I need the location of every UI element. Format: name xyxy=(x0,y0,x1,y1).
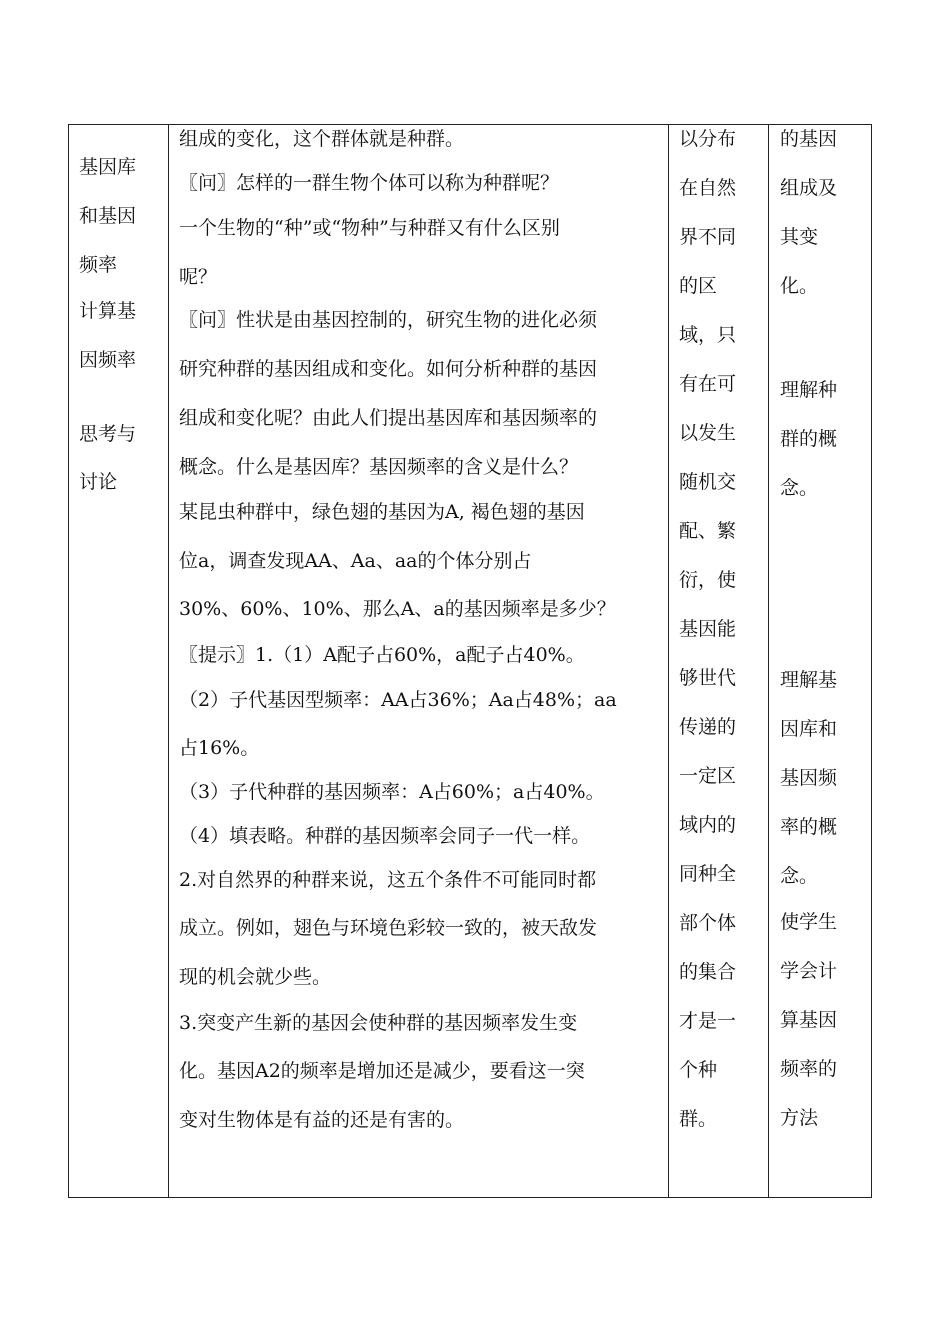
objective-line: 使学生 xyxy=(780,911,838,933)
objective-line: 化。 xyxy=(780,275,819,297)
explanation-line: 的区 xyxy=(679,275,718,297)
explanation-line: 传递的 xyxy=(679,716,737,738)
column-divider xyxy=(168,125,169,1197)
objective-line: 念。 xyxy=(780,865,819,887)
explanation-line: 基因能 xyxy=(679,618,737,640)
content-line: 某昆虫种群中，绿色翅的基因为A, 褐色翅的基因 xyxy=(179,501,585,523)
explanation-line: 域内的 xyxy=(679,814,737,836)
content-line: 〖提示〗1.（1）A配子占60%，a配子占40%。 xyxy=(179,644,585,666)
content-line: 呢？ xyxy=(179,266,218,288)
explanation-line: 随机交 xyxy=(679,471,737,493)
content-line: 组成和变化呢？由此人们提出基因库和基因频率的 xyxy=(179,407,598,429)
section-label: 基因库 xyxy=(79,156,137,178)
objective-line: 方法 xyxy=(780,1107,819,1129)
explanation-line: 以发生 xyxy=(679,422,737,444)
section-label: 计算基 xyxy=(79,300,137,322)
explanation-line: 界不同 xyxy=(679,226,737,248)
objective-line: 组成及 xyxy=(780,177,838,199)
explanation-line: 一定区 xyxy=(679,765,737,787)
objective-line: 算基因 xyxy=(780,1009,838,1031)
section-label: 思考与 xyxy=(79,423,137,445)
section-label: 因频率 xyxy=(79,349,137,371)
content-line: （4）填表略。种群的基因频率会同子一代一样。 xyxy=(179,825,591,847)
content-line: 30%、60%、10%、那么A、a的基因频率是多少？ xyxy=(179,598,616,620)
content-line: 位a，调查发现AA、Aa、aa的个体分别占 xyxy=(179,550,532,572)
content-line: 占16%。 xyxy=(179,737,260,759)
content-line: 一个生物的“种”或“物种”与种群又有什么区别 xyxy=(179,217,560,239)
content-line: 变对生物体是有益的还是有害的。 xyxy=(179,1109,465,1131)
content-line: 化。基因A2的频率是增加还是减少，要看这一突 xyxy=(179,1060,585,1082)
explanation-line: 才是一 xyxy=(679,1010,737,1032)
content-line: 组成的变化，这个群体就是种群。 xyxy=(179,128,465,150)
objective-line: 率的概 xyxy=(780,816,838,838)
explanation-line: 配、繁 xyxy=(679,520,737,542)
section-label: 和基因 xyxy=(79,205,137,227)
explanation-line: 以分布 xyxy=(679,128,737,150)
objective-line: 理解基 xyxy=(780,669,838,691)
content-line: 〖问〗怎样的一群生物个体可以称为种群呢？ xyxy=(179,172,560,194)
content-line: 概念。什么是基因库？基因频率的含义是什么？ xyxy=(179,456,579,478)
content-line: 2.对自然界的种群来说，这五个条件不可能同时都 xyxy=(179,869,597,891)
explanation-line: 群。 xyxy=(679,1108,718,1130)
column-divider xyxy=(768,125,769,1197)
explanation-line: 部个体 xyxy=(679,912,737,934)
column-divider xyxy=(668,125,669,1197)
explanation-line: 衍，使 xyxy=(679,569,737,591)
objective-line: 基因频 xyxy=(780,767,838,789)
content-line: 研究种群的基因组成和变化。如何分析种群的基因 xyxy=(179,358,598,380)
explanation-line: 够世代 xyxy=(679,667,737,689)
content-line: 成立。例如，翅色与环境色彩较一致的，被天敌发 xyxy=(179,917,598,939)
objective-line: 因库和 xyxy=(780,718,838,740)
content-line: 3.突变产生新的基因会使种群的基因频率发生变 xyxy=(179,1012,578,1034)
lesson-table xyxy=(68,124,872,1198)
content-line: 〖问〗性状是由基因控制的，研究生物的进化必须 xyxy=(179,309,598,331)
explanation-line: 个种 xyxy=(679,1059,718,1081)
content-line: 现的机会就少些。 xyxy=(179,966,332,988)
objective-line: 理解种 xyxy=(780,379,838,401)
section-label: 讨论 xyxy=(79,471,118,493)
objective-line: 念。 xyxy=(780,477,819,499)
objective-line: 频率的 xyxy=(780,1058,838,1080)
objective-line: 群的概 xyxy=(780,428,838,450)
explanation-line: 有在可 xyxy=(679,373,737,395)
objective-line: 学会计 xyxy=(780,960,838,982)
explanation-line: 同种全 xyxy=(679,863,737,885)
objective-line: 的基因 xyxy=(780,128,838,150)
explanation-line: 域，只 xyxy=(679,324,737,346)
content-line: （2）子代基因型频率：AA占36%；Aa占48%；aa xyxy=(179,689,617,711)
explanation-line: 在自然 xyxy=(679,177,737,199)
objective-line: 其变 xyxy=(780,226,819,248)
explanation-line: 的集合 xyxy=(679,961,737,983)
content-line: （3）子代种群的基因频率：A占60%；a占40%。 xyxy=(179,781,605,803)
section-label: 频率 xyxy=(79,254,118,276)
